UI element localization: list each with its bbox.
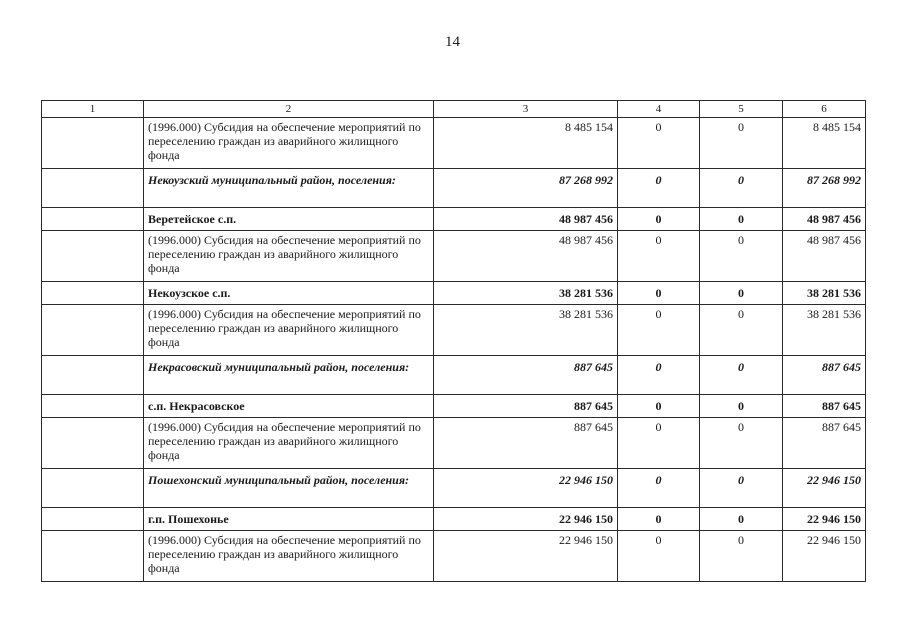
cell-col-4: 0	[618, 356, 700, 395]
cell-name: (1996.000) Субсидия на обеспечение мероприятий по переселению граждан из аварийного жилищного фонда	[144, 305, 434, 356]
table-row-subsidy	[42, 305, 866, 356]
cell-col-6: 22 946 150	[783, 469, 866, 508]
cell-name: Пошехонский муниципальный район, поселения:	[144, 469, 434, 508]
header-col-2: 2	[144, 101, 434, 118]
cell-col-3: 22 946 150	[434, 508, 618, 531]
cell-col-3: 48 987 456	[434, 231, 618, 282]
table-row-subsidy	[42, 418, 866, 469]
cell-col-6: 38 281 536	[783, 282, 866, 305]
cell-col-5: 0	[700, 305, 783, 356]
cell-col-4: 0	[618, 395, 700, 418]
cell-empty	[42, 418, 144, 469]
cell-empty	[42, 356, 144, 395]
cell-col-5: 0	[700, 356, 783, 395]
cell-col-3: 48 987 456	[434, 208, 618, 231]
cell-col-3: 22 946 150	[434, 469, 618, 508]
cell-col-6: 22 946 150	[783, 508, 866, 531]
cell-col-3: 887 645	[434, 418, 618, 469]
cell-col-4: 0	[618, 231, 700, 282]
cell-name: Веретейское с.п.	[144, 208, 434, 231]
cell-col-6: 22 946 150	[783, 531, 866, 582]
cell-empty	[42, 305, 144, 356]
header-col-1: 1	[42, 101, 144, 118]
cell-col-3: 887 645	[434, 395, 618, 418]
cell-name: Некрасовский муниципальный район, поселения:	[144, 356, 434, 395]
table-body	[42, 101, 866, 582]
cell-col-6: 87 268 992	[783, 169, 866, 208]
cell-col-3: 87 268 992	[434, 169, 618, 208]
header-col-6: 6	[783, 101, 866, 118]
cell-col-6: 48 987 456	[783, 208, 866, 231]
cell-col-3: 887 645	[434, 356, 618, 395]
cell-col-5: 0	[700, 508, 783, 531]
cell-empty	[42, 282, 144, 305]
table-header-row	[42, 101, 866, 118]
cell-col-4: 0	[618, 469, 700, 508]
cell-empty	[42, 208, 144, 231]
cell-col-4: 0	[618, 208, 700, 231]
cell-name: (1996.000) Субсидия на обеспечение мероприятий по переселению граждан из аварийного жилищного фонда	[144, 231, 434, 282]
cell-col-3: 22 946 150	[434, 531, 618, 582]
cell-col-5: 0	[700, 282, 783, 305]
cell-col-6: 8 485 154	[783, 118, 866, 169]
table-row-district	[42, 169, 866, 208]
cell-name: (1996.000) Субсидия на обеспечение мероприятий по переселению граждан из аварийного жилищного фонда	[144, 531, 434, 582]
cell-empty	[42, 531, 144, 582]
cell-col-4: 0	[618, 305, 700, 356]
cell-col-5: 0	[700, 531, 783, 582]
cell-name: г.п. Пошехонье	[144, 508, 434, 531]
cell-col-4: 0	[618, 508, 700, 531]
header-col-5: 5	[700, 101, 783, 118]
cell-col-6: 887 645	[783, 418, 866, 469]
cell-empty	[42, 231, 144, 282]
cell-col-5: 0	[700, 395, 783, 418]
table-row-settlement	[42, 395, 866, 418]
cell-name: (1996.000) Субсидия на обеспечение мероприятий по переселению граждан из аварийного жилищного фонда	[144, 418, 434, 469]
cell-name: Некоузское с.п.	[144, 282, 434, 305]
table-row-settlement	[42, 508, 866, 531]
cell-col-6: 887 645	[783, 356, 866, 395]
cell-empty	[42, 169, 144, 208]
cell-col-5: 0	[700, 169, 783, 208]
cell-col-5: 0	[700, 418, 783, 469]
cell-col-6: 887 645	[783, 395, 866, 418]
page-number: 14	[445, 34, 460, 50]
header-col-4: 4	[618, 101, 700, 118]
budget-table	[41, 100, 866, 582]
cell-col-3: 38 281 536	[434, 305, 618, 356]
table-row-settlement	[42, 208, 866, 231]
table-row-subsidy	[42, 118, 866, 169]
cell-col-4: 0	[618, 118, 700, 169]
header-col-3: 3	[434, 101, 618, 118]
cell-col-5: 0	[700, 469, 783, 508]
cell-col-4: 0	[618, 418, 700, 469]
cell-col-6: 48 987 456	[783, 231, 866, 282]
cell-name: (1996.000) Субсидия на обеспечение мероприятий по переселению граждан из аварийного жилищного фонда	[144, 118, 434, 169]
cell-col-3: 8 485 154	[434, 118, 618, 169]
table-row-subsidy	[42, 531, 866, 582]
cell-col-4: 0	[618, 282, 700, 305]
table-row-settlement	[42, 282, 866, 305]
table-row-subsidy	[42, 231, 866, 282]
cell-empty	[42, 469, 144, 508]
cell-col-3: 38 281 536	[434, 282, 618, 305]
cell-col-4: 0	[618, 531, 700, 582]
cell-name: с.п. Некрасовское	[144, 395, 434, 418]
cell-col-4: 0	[618, 169, 700, 208]
table-row-district	[42, 469, 866, 508]
cell-empty	[42, 395, 144, 418]
cell-empty	[42, 118, 144, 169]
cell-col-5: 0	[700, 208, 783, 231]
cell-col-5: 0	[700, 231, 783, 282]
cell-name: Некоузский муниципальный район, поселения:	[144, 169, 434, 208]
cell-empty	[42, 508, 144, 531]
cell-col-5: 0	[700, 118, 783, 169]
cell-col-6: 38 281 536	[783, 305, 866, 356]
table-row-district	[42, 356, 866, 395]
